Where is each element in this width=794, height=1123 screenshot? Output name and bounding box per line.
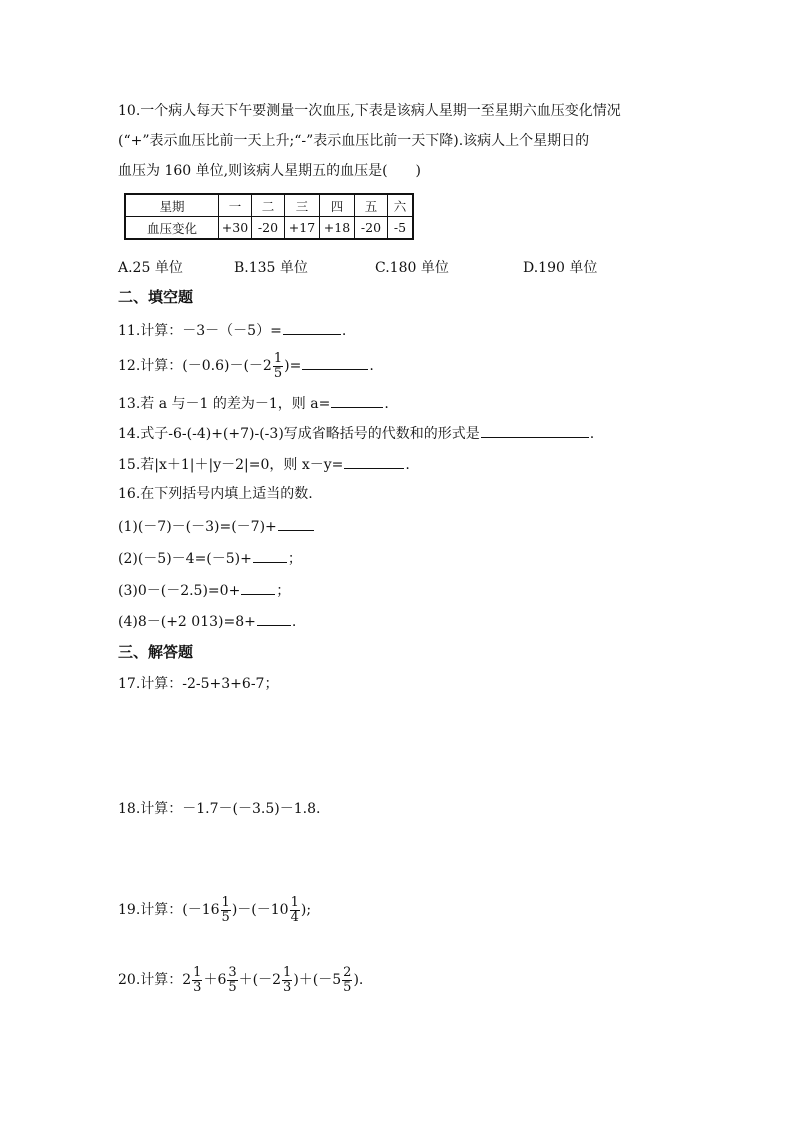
fraction-numerator: 3 — [228, 964, 237, 980]
fraction — [192, 966, 202, 995]
table-change: +17 — [285, 217, 320, 240]
fraction — [290, 896, 300, 925]
table-header-label: 星期 — [125, 194, 219, 217]
q19-pre: 19.计算：(－16 — [118, 902, 220, 918]
table-change: +30 — [219, 217, 252, 240]
answer-blank — [481, 423, 589, 438]
blood-pressure-table — [124, 193, 414, 240]
q10-line-3: 血压为 160 单位,则该病人星期五的血压是( ) — [118, 163, 421, 179]
q20-s3: )＋(－5 — [293, 972, 342, 988]
fraction-numerator: 1 — [273, 350, 283, 366]
table-day: 四 — [320, 194, 355, 217]
fraction-denominator: 5 — [343, 979, 352, 995]
table-day: 二 — [252, 194, 285, 217]
q20-post: ). — [353, 972, 364, 988]
fraction-numerator: 2 — [343, 964, 352, 980]
q18: 18.计算：－1.7－(－3.5)－1.8. — [118, 801, 321, 817]
fraction-denominator: 3 — [193, 979, 202, 995]
q15 — [118, 454, 410, 475]
section-2-title: 二、填空题 — [118, 288, 194, 306]
answer-blank — [283, 320, 341, 335]
fraction-denominator: 5 — [273, 365, 283, 381]
q11-end: . — [341, 323, 347, 339]
fraction-denominator: 5 — [228, 979, 237, 995]
table-day: 一 — [219, 194, 252, 217]
answer-blank — [253, 548, 287, 563]
q16-item-text: (3)0－(－2.5)=0+ — [118, 583, 241, 599]
q16-item-end: . — [291, 614, 297, 630]
q12-pre: 12.计算：(－0.6)－(－2 — [118, 358, 272, 374]
table-row-label: 血压变化 — [125, 217, 219, 240]
answer-blank — [344, 454, 404, 469]
table-row-changes — [125, 217, 413, 240]
q14 — [118, 423, 594, 444]
fraction-denominator: 3 — [283, 979, 292, 995]
q12 — [118, 350, 374, 382]
q16-item-2 — [118, 548, 302, 569]
q10-option-d: D.190 单位 — [523, 260, 598, 276]
q11 — [118, 320, 346, 341]
q13-text: 13.若 a 与－1 的差为－1，则 a= — [118, 396, 331, 412]
fraction-denominator: 4 — [290, 909, 299, 925]
q14-text: 14.式子-6-(-4)+(+7)-(-3)写成省略括号的代数和的形式是 — [118, 426, 480, 442]
table-row-days — [125, 194, 413, 217]
table-change: -20 — [355, 217, 388, 240]
q20-s1: ＋6 — [203, 972, 227, 988]
fraction-numerator: 1 — [193, 964, 202, 980]
q20 — [118, 962, 363, 998]
fraction — [227, 966, 237, 995]
q10-line-2: (“+”表示血压比前一天上升;“-”表示血压比前一天下降).该病人上个星期日的 — [118, 133, 590, 149]
answer-blank — [257, 611, 291, 626]
section-3-title: 三、解答题 — [118, 643, 194, 661]
q19-post: ); — [300, 902, 312, 918]
q20-s2: ＋(－2 — [238, 972, 282, 988]
table-change: -5 — [388, 217, 414, 240]
q16-title: 16.在下列括号内填上适当的数. — [118, 486, 313, 502]
q16-item-end: ； — [276, 583, 291, 599]
fraction-denominator: 5 — [221, 909, 230, 925]
q13 — [118, 393, 389, 414]
q16-item-text: (2)(－5)－4=(－5)+ — [118, 551, 252, 567]
fraction — [342, 966, 352, 995]
table-day: 三 — [285, 194, 320, 217]
q19-mid: )－(－10 — [231, 902, 289, 918]
q16-item-text: (4)8－(+2 013)=8+ — [118, 614, 256, 630]
q12-end: . — [369, 358, 374, 374]
q11-text: 11.计算：－3－（－5）= — [118, 323, 282, 339]
table-day: 五 — [355, 194, 388, 217]
q16-item-text: (1)(－7)－(－3)=(－7)+ — [118, 519, 277, 535]
table-change: +18 — [320, 217, 355, 240]
table-day: 六 — [388, 194, 414, 217]
fraction — [273, 352, 283, 381]
q10-option-c: C.180 单位 — [375, 260, 449, 276]
fraction-numerator: 1 — [290, 894, 299, 910]
q16-item-3 — [118, 580, 290, 601]
fraction-numerator: 1 — [283, 964, 292, 980]
q15-text: 15.若|x＋1|＋|y－2|=0，则 x－y= — [118, 457, 344, 473]
q10-option-a: A.25 单位 — [118, 260, 183, 276]
q12-post: )= — [284, 358, 302, 374]
fraction — [282, 966, 292, 995]
q19 — [118, 892, 311, 928]
q17: 17.计算：-2-5+3+6-7； — [118, 676, 279, 692]
answer-blank — [302, 355, 368, 370]
q16-item-4 — [118, 611, 296, 632]
q10-option-b: B.135 单位 — [234, 260, 308, 276]
table-change: -20 — [252, 217, 285, 240]
q13-end: . — [384, 396, 389, 412]
q16-item-end: ； — [287, 551, 302, 567]
q10-line-1: 10.一个病人每天下午要测量一次血压,下表是该病人星期一至星期六血压变化情况 — [118, 103, 621, 119]
q15-end: . — [405, 457, 410, 473]
q20-pre: 20.计算：2 — [118, 972, 192, 988]
answer-blank — [331, 393, 383, 408]
fraction — [221, 896, 231, 925]
q16-item-1 — [118, 516, 315, 537]
fraction-numerator: 1 — [221, 894, 230, 910]
q14-end: . — [589, 426, 595, 442]
answer-blank — [278, 516, 314, 531]
answer-blank — [241, 580, 275, 595]
